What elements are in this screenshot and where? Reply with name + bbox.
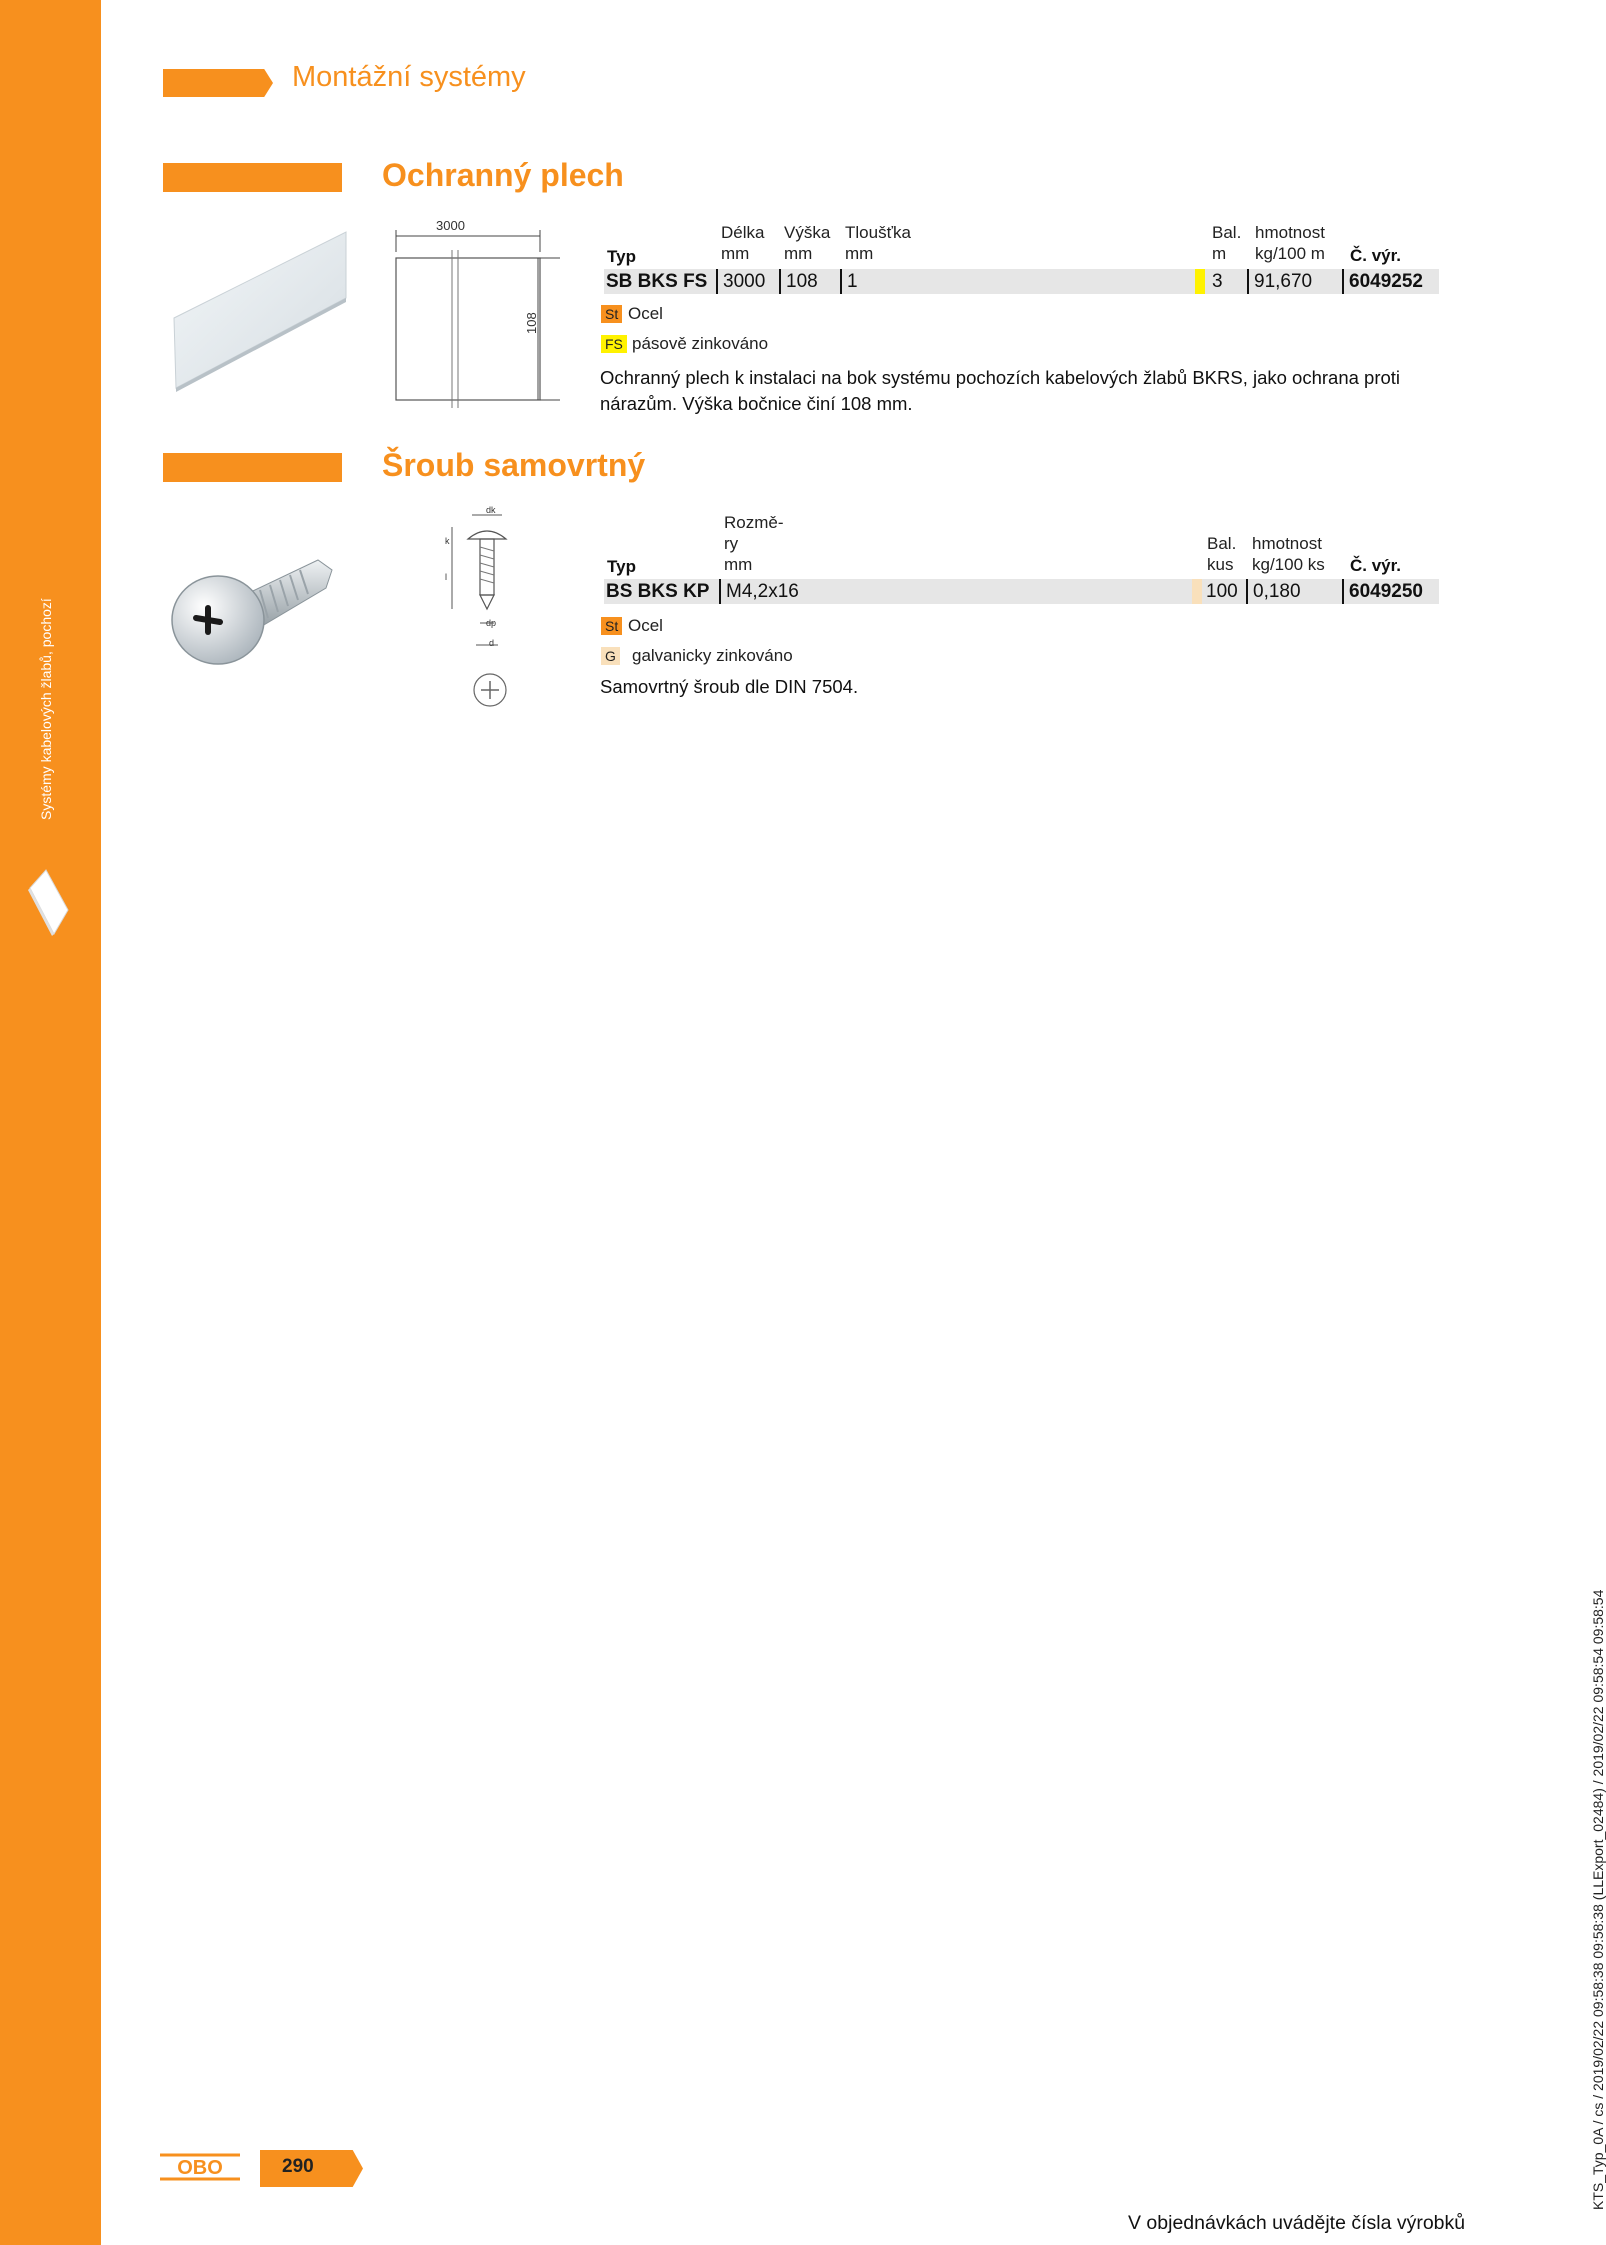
section-accent-bar (163, 453, 342, 482)
col-header-bal-unit: kus (1207, 555, 1234, 574)
cell-bal: 100 (1206, 581, 1238, 602)
col-header-delka: Délka (721, 223, 765, 242)
header-accent-bar (163, 69, 273, 97)
sidebar (0, 0, 101, 2245)
row-highlight (1195, 269, 1205, 294)
dim-dp-label: dp (486, 618, 497, 628)
dim-d-label: d (489, 638, 495, 648)
section-accent-bar (163, 163, 342, 192)
footer-note: V objednávkách uvádějte čísla výrobků (1128, 2212, 1466, 2234)
dim-length-label: 3000 (436, 218, 465, 233)
finish-code-badge: FS (601, 335, 627, 353)
material-code-badge: St (601, 617, 622, 635)
col-header-hmotnost-unit: kg/100 ks (1252, 555, 1325, 574)
col-header-hmotnost-unit: kg/100 m (1255, 244, 1325, 263)
page-number: 290 (282, 2156, 314, 2177)
col-header-cvyr: Č. výr. (1350, 246, 1402, 265)
cell-tloustka: 1 (840, 269, 858, 294)
dim-l-label: l (445, 572, 447, 582)
protective-plate-image (170, 228, 355, 398)
col-header-delka-unit: mm (721, 244, 750, 263)
dim-dk-label: dk (486, 505, 496, 515)
cell-bal: 3 (1212, 271, 1223, 292)
col-header-bal: Bal. (1207, 534, 1237, 553)
col-header-vyska: Výška (784, 223, 831, 242)
cell-vyska: 108 (779, 269, 818, 294)
col-header-rozmery-unit: mm (724, 555, 753, 574)
obo-logo (160, 2153, 240, 2181)
col-header-vyska-unit: mm (784, 244, 813, 263)
cell-delka: 3000 (716, 269, 765, 294)
product-description: Samovrtný šroub dle DIN 7504. (600, 676, 859, 697)
material-label: Ocel (628, 304, 663, 323)
trough-thumbnail-icon (24, 868, 70, 938)
col-header-bal-unit: m (1212, 244, 1227, 263)
material-code-badge: St (601, 305, 622, 323)
material-label: Ocel (628, 616, 663, 635)
self-drilling-screw-image (168, 548, 338, 673)
col-header-typ: Typ (607, 247, 636, 266)
col-header-rozmery-cont: ry (724, 534, 739, 553)
section-title: Šroub samovrtný (382, 447, 646, 483)
cell-typ: BS BKS KP (606, 581, 710, 602)
sidebar-label: Systémy kabelových žlabů, pochozí (38, 598, 54, 820)
export-meta: KTS_Typ_0A / cs / 2019/02/22 09:58:38 09:58:38 (LLExport_02484) / 2019/02/22 09:58:54 09:58:54 (1590, 1589, 1606, 2210)
col-header-typ: Typ (607, 557, 636, 576)
col-header-tloustka-unit: mm (845, 244, 874, 263)
cell-hmotnost: 91,670 (1247, 269, 1312, 294)
col-header-hmotnost: hmotnost (1252, 534, 1322, 553)
screw-dimension-drawing (440, 505, 515, 715)
col-header-bal: Bal. (1212, 223, 1242, 242)
finish-label: galvanicky zinkováno (632, 646, 793, 665)
cell-typ: SB BKS FS (606, 271, 708, 292)
page-title: Montážní systémy (292, 61, 526, 93)
row-highlight (1192, 579, 1202, 604)
col-header-tloustka: Tloušťka (845, 223, 911, 242)
section-title: Ochranný plech (382, 157, 624, 193)
dim-k-label: k (445, 536, 450, 546)
cell-hmotnost: 0,180 (1246, 579, 1301, 604)
cell-rozmery: M4,2x16 (719, 579, 799, 604)
dim-height-label: 108 (524, 312, 539, 334)
finish-code-badge: G (601, 647, 620, 665)
col-header-rozmery: Rozmě- (724, 513, 784, 532)
cell-cvyr: 6049252 (1342, 269, 1423, 294)
col-header-hmotnost: hmotnost (1255, 223, 1325, 242)
product-description: Ochranný plech k instalaci na bok systému pochozích kabelových žlabů BKRS, jako ochrana proti nárazům. Výška bočnice činí 108 mm. (600, 367, 1401, 414)
col-header-cvyr: Č. výr. (1350, 556, 1402, 575)
finish-label: pásově zinkováno (632, 334, 769, 353)
cell-cvyr: 6049250 (1342, 579, 1423, 604)
logo-text: OBO (177, 2157, 223, 2179)
